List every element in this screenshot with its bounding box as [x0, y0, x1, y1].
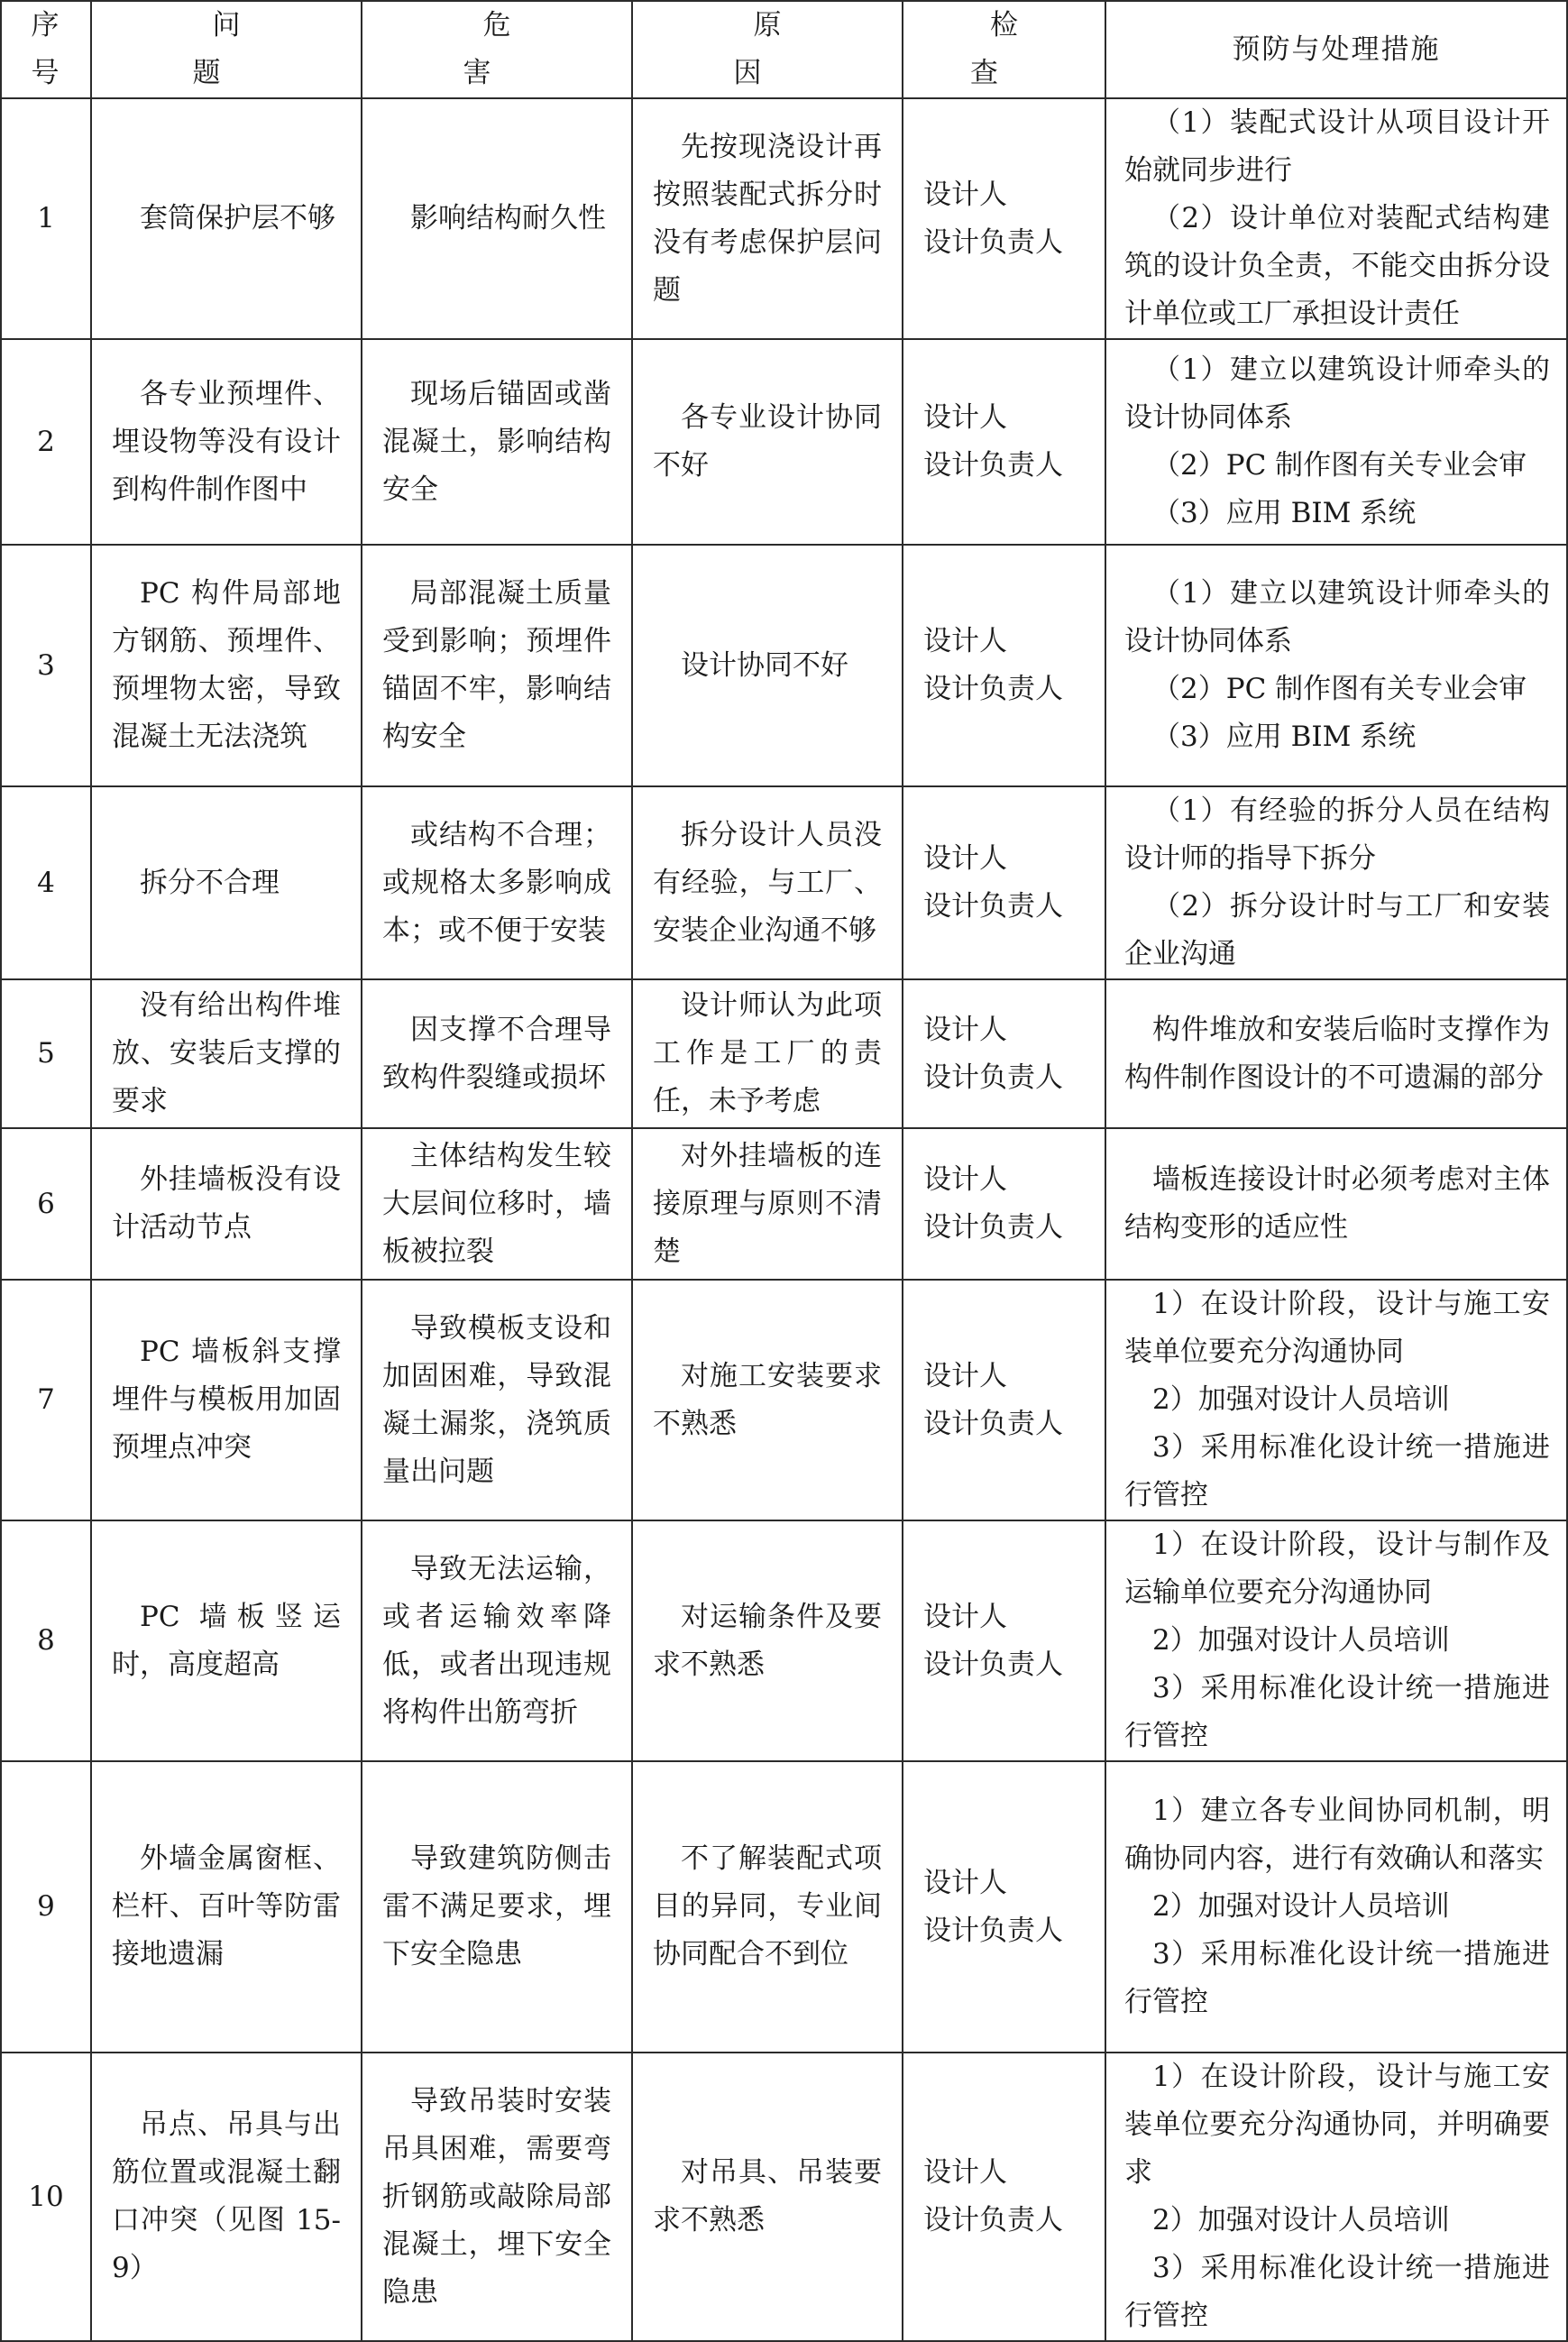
measure-item: （3）应用 BIM 系统 [1152, 497, 1417, 529]
measure-item: 2）加强对设计人员培训 [1152, 1383, 1450, 1416]
row-check [903, 1280, 1105, 1520]
row-number: 5 [1, 979, 91, 1128]
measure-item: 2）加强对设计人员培训 [1152, 1624, 1450, 1657]
check-design-lead: 设计负责人 [923, 225, 1063, 259]
measure-item: 1）在设计阶段，设计与施工安装单位要充分沟通协同，并明确要求 [1124, 2061, 1550, 2189]
check-designer: 设计人 [923, 625, 1007, 657]
check-design-lead: 设计负责人 [923, 2204, 1063, 2236]
row-cause: 拆分设计人员没有经验，与工厂、安装企业沟通不够 [632, 786, 903, 979]
table-row [1, 545, 1567, 786]
row-hazard: 局部混凝土质量受到影响；预埋件锚固不牢，影响结构安全 [362, 545, 632, 786]
check-design-lead: 设计负责人 [923, 1648, 1063, 1681]
row-cause: 各专业设计协同不好 [632, 339, 903, 545]
table-row [1, 1128, 1567, 1280]
measure-item: 2）加强对设计人员培训 [1152, 2204, 1450, 2236]
row-number: 10 [1, 2053, 91, 2341]
table-row [1, 98, 1567, 339]
measure-item: 1）在设计阶段，设计与施工安装单位要充分沟通协同 [1124, 1288, 1550, 1368]
row-problem: 没有给出构件堆放、安装后支撑的要求 [91, 979, 362, 1128]
table-row [1, 1520, 1567, 1761]
row-cause: 设计师认为此项工作是工厂的责任，未予考虑 [632, 979, 903, 1128]
row-hazard: 主体结构发生较大层间位移时，墙板被拉裂 [362, 1128, 632, 1280]
check-design-lead: 设计负责人 [923, 1407, 1063, 1440]
row-measures [1105, 786, 1567, 979]
measure-item: （2）PC 制作图有关专业会审 [1152, 449, 1527, 482]
measure-item: 3）采用标准化设计统一措施进行管控 [1124, 1672, 1550, 1752]
row-measures [1105, 339, 1567, 545]
check-designer: 设计人 [923, 1163, 1007, 1196]
row-hazard: 导致无法运输，或者运输效率降低，或者出现违规将构件出筋弯折 [362, 1520, 632, 1761]
check-designer: 设计人 [923, 842, 1007, 875]
row-measures [1105, 1280, 1567, 1520]
measure-item: 3）采用标准化设计统一措施进行管控 [1124, 2252, 1550, 2332]
measure-item: 墙板连接设计时必须考虑对主体结构变形的适应性 [1124, 1163, 1550, 1244]
measure-item: 3）采用标准化设计统一措施进行管控 [1124, 1431, 1550, 1511]
header-no: 序号 [1, 1, 91, 98]
row-check [903, 339, 1105, 545]
row-cause: 对吊具、吊装要求不熟悉 [632, 2053, 903, 2341]
measure-item: 3）采用标准化设计统一措施进行管控 [1124, 1938, 1550, 2018]
measure-item: 构件堆放和安装后临时支撑作为构件制作图设计的不可遗漏的部分 [1124, 1013, 1550, 1094]
row-problem: 外墙金属窗框、栏杆、百叶等防雷接地遗漏 [91, 1761, 362, 2053]
measure-item: 1）在设计阶段，设计与制作及运输单位要充分沟通协同 [1124, 1529, 1550, 1609]
check-design-lead: 设计负责人 [923, 1211, 1063, 1244]
row-measures [1105, 2053, 1567, 2341]
row-cause: 不了解装配式项目的异同，专业间协同配合不到位 [632, 1761, 903, 2053]
table-row [1, 979, 1567, 1128]
check-design-lead: 设计负责人 [923, 673, 1063, 705]
row-problem: PC 构件局部地方钢筋、预埋件、预埋物太密，导致混凝土无法浇筑 [91, 545, 362, 786]
row-check [903, 98, 1105, 339]
check-designer: 设计人 [923, 1866, 1007, 1899]
row-cause: 设计协同不好 [632, 545, 903, 786]
header-measures: 预防与处理措施 [1105, 1, 1567, 98]
row-measures [1105, 1520, 1567, 1761]
table-row [1, 1761, 1567, 2053]
row-check [903, 786, 1105, 979]
check-designer: 设计人 [923, 1013, 1007, 1046]
row-measures [1105, 98, 1567, 339]
measure-item: 1）建立各专业间协同机制，明确协同内容，进行有效确认和落实 [1124, 1795, 1550, 1875]
check-design-lead: 设计负责人 [923, 1914, 1063, 1947]
row-measures [1105, 979, 1567, 1128]
row-check [903, 545, 1105, 786]
row-measures [1105, 1761, 1567, 2053]
row-hazard: 影响结构耐久性 [362, 98, 632, 339]
header-row [1, 1, 1567, 98]
row-number: 3 [1, 545, 91, 786]
check-designer: 设计人 [923, 401, 1007, 434]
header-check: 检 查 [903, 1, 1105, 98]
measure-item: （3）应用 BIM 系统 [1152, 721, 1417, 753]
check-designer: 设计人 [923, 2156, 1007, 2189]
row-hazard: 导致吊装时安装吊具困难，需要弯折钢筋或敲除局部混凝土，埋下安全隐患 [362, 2053, 632, 2341]
table-row [1, 339, 1567, 545]
row-problem: 吊点、吊具与出筋位置或混凝土翻口冲突（见图 15-9） [91, 2053, 362, 2341]
row-measures [1105, 545, 1567, 786]
row-check [903, 979, 1105, 1128]
row-problem: PC 墙板竖运时，高度超高 [91, 1520, 362, 1761]
check-design-lead: 设计负责人 [923, 449, 1063, 482]
row-problem: PC 墙板斜支撑埋件与模板用加固预埋点冲突 [91, 1280, 362, 1520]
row-check [903, 1761, 1105, 2053]
row-cause: 对运输条件及要求不熟悉 [632, 1520, 903, 1761]
row-check [903, 1520, 1105, 1761]
row-check [903, 1128, 1105, 1280]
row-hazard: 或结构不合理；或规格太多影响成本；或不便于安装 [362, 786, 632, 979]
row-problem: 套筒保护层不够 [91, 98, 362, 339]
row-cause: 对施工安装要求不熟悉 [632, 1280, 903, 1520]
check-designer: 设计人 [923, 1600, 1007, 1633]
measure-item: （2）PC 制作图有关专业会审 [1152, 673, 1527, 705]
table-row [1, 786, 1567, 979]
row-problem: 外挂墙板没有设计活动节点 [91, 1128, 362, 1280]
check-designer: 设计人 [923, 1359, 1007, 1392]
row-number: 8 [1, 1520, 91, 1761]
measure-item: 2）加强对设计人员培训 [1152, 1890, 1450, 1923]
header-problem: 问 题 [91, 1, 362, 98]
check-design-lead: 设计负责人 [923, 1061, 1063, 1094]
table-row [1, 1280, 1567, 1520]
row-number: 7 [1, 1280, 91, 1520]
measure-item: （2）拆分设计时与工厂和安装企业沟通 [1124, 890, 1550, 970]
row-number: 6 [1, 1128, 91, 1280]
row-number: 2 [1, 339, 91, 545]
row-check [903, 2053, 1105, 2341]
row-problem: 各专业预埋件、埋设物等没有设计到构件制作图中 [91, 339, 362, 545]
row-problem: 拆分不合理 [91, 786, 362, 979]
header-hazard: 危 害 [362, 1, 632, 98]
row-cause: 对外挂墙板的连接原理与原则不清楚 [632, 1128, 903, 1280]
row-hazard: 因支撑不合理导致构件裂缝或损坏 [362, 979, 632, 1128]
row-number: 4 [1, 786, 91, 979]
measure-item: （1）装配式设计从项目设计开始就同步进行 [1124, 106, 1550, 187]
row-hazard: 导致模板支设和加固困难，导致混凝土漏浆，浇筑质量出问题 [362, 1280, 632, 1520]
row-hazard: 导致建筑防侧击雷不满足要求，埋下安全隐患 [362, 1761, 632, 2053]
row-hazard: 现场后锚固或凿混凝土，影响结构安全 [362, 339, 632, 545]
check-designer: 设计人 [923, 178, 1007, 211]
check-design-lead: 设计负责人 [923, 890, 1063, 923]
row-measures [1105, 1128, 1567, 1280]
row-number: 1 [1, 98, 91, 339]
measure-item: （1）建立以建筑设计师牵头的设计协同体系 [1124, 577, 1550, 657]
measure-item: （2）设计单位对装配式结构建筑的设计负全责，不能交由拆分设计单位或工厂承担设计责任 [1124, 202, 1550, 330]
measure-item: （1）建立以建筑设计师牵头的设计协同体系 [1124, 354, 1550, 434]
row-number: 9 [1, 1761, 91, 2053]
measure-item: （1）有经验的拆分人员在结构设计师的指导下拆分 [1124, 794, 1550, 875]
row-cause: 先按现浇设计再按照装配式拆分时没有考虑保护层问题 [632, 98, 903, 339]
table-row [1, 2053, 1567, 2341]
header-cause: 原 因 [632, 1, 903, 98]
